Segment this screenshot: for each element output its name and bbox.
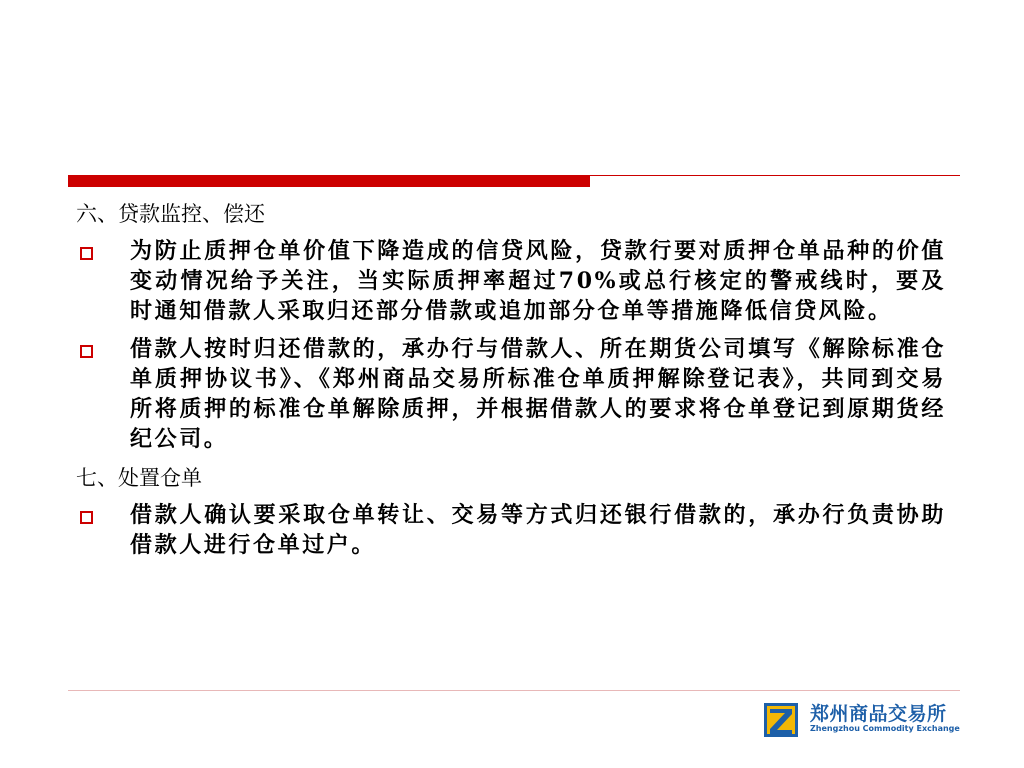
list-item xyxy=(76,334,946,454)
exchange-logo xyxy=(764,697,964,741)
footer-rule xyxy=(68,690,960,691)
logo-name-en: Zhengzhou Commodity Exchange xyxy=(810,724,960,733)
list-item xyxy=(76,500,946,560)
header-accent-bar xyxy=(68,175,590,187)
list-item-text: 为防止质押仓单价值下降造成的信贷风险，贷款行要对质押仓单品种的价值变动情况给予关注，当实际质押率超过70%或总行核定的警戒线时，要及时通知借款人采取归还部分借款或追加部分仓单等措施降低信贷风险。 xyxy=(130,238,946,324)
list-item xyxy=(76,236,946,326)
slide-content xyxy=(76,198,946,568)
header-rule xyxy=(590,175,960,176)
zce-logo-icon xyxy=(764,703,798,737)
section-heading-loan-monitoring: 六、贷款监控、偿还 xyxy=(76,202,265,226)
hollow-square-icon xyxy=(80,511,93,524)
list-item-text: 借款人按时归还借款的，承办行与借款人、所在期货公司填写《解除标准仓单质押协议书》、《郑州商品交易所标准仓单质押解除登记表》，共同到交易所将质押的标准仓单解除质押，并根据借款人的要求将仓单登记到原期货经纪公司。 xyxy=(130,336,946,452)
logo-name-cn: 郑州商品交易所 xyxy=(810,703,947,725)
list-item-text: 借款人确认要采取仓单转让、交易等方式归还银行借款的，承办行负责协助借款人进行仓单过户。 xyxy=(130,502,946,558)
hollow-square-icon xyxy=(80,345,93,358)
hollow-square-icon xyxy=(80,247,93,260)
section-heading-disposal: 七、处置仓单 xyxy=(76,466,202,490)
